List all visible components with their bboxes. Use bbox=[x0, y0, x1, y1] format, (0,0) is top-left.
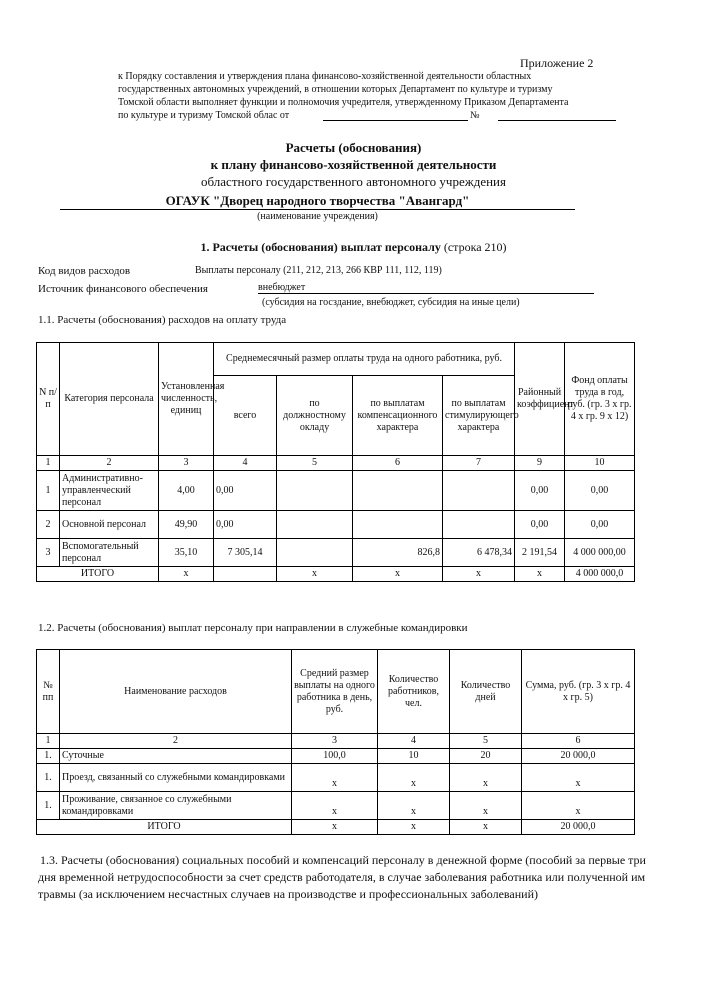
cell-category: Административно-управленческий персонал bbox=[60, 471, 159, 511]
col-num: 6 bbox=[353, 456, 443, 471]
travel-table bbox=[36, 649, 635, 835]
col-num: 10 bbox=[565, 456, 635, 471]
total-comp: х bbox=[353, 567, 443, 582]
cell-stim: 6 478,34 bbox=[443, 539, 515, 567]
header-count: Установленная численность, единиц bbox=[159, 343, 214, 456]
col-num: 2 bbox=[60, 456, 159, 471]
col-num: 4 bbox=[214, 456, 277, 471]
cell-n: 3 bbox=[37, 539, 60, 567]
table-row bbox=[37, 792, 635, 820]
header-salary: по должностному окладу bbox=[277, 376, 353, 456]
header-coef: Районный коэффициент bbox=[515, 343, 565, 456]
cell-days: х bbox=[450, 792, 522, 820]
cell-name: Проезд, связанный со служебными командировками bbox=[60, 764, 292, 792]
cell-count: 4,00 bbox=[159, 471, 214, 511]
total-days: х bbox=[450, 820, 522, 835]
cell-total: 7 305,14 bbox=[214, 539, 277, 567]
cell-stim bbox=[443, 511, 515, 539]
table-row bbox=[37, 471, 635, 511]
cell-stim bbox=[443, 471, 515, 511]
cell-sum: х bbox=[522, 792, 635, 820]
col-num: 3 bbox=[292, 734, 378, 749]
cell-salary bbox=[277, 539, 353, 567]
cell-comp bbox=[353, 511, 443, 539]
cell-count: 49,90 bbox=[159, 511, 214, 539]
appendix-last-line bbox=[118, 109, 658, 122]
appendix-text bbox=[118, 70, 658, 122]
table-row bbox=[37, 511, 635, 539]
appendix-line: к Порядку составления и утверждения плана финансово-хозяйственной деятельности областных bbox=[118, 71, 532, 82]
section12-title: 1.2. Расчеты (обоснования) выплат персоналу при направлении в служебные командировки bbox=[38, 622, 468, 634]
heading-line3: областного государственного автономного учреждения bbox=[201, 174, 506, 189]
table-row bbox=[37, 749, 635, 764]
col-num: 5 bbox=[277, 456, 353, 471]
code-value: Выплаты персоналу (211, 212, 213, 266 КВР 111, 112, 119) bbox=[195, 265, 442, 276]
appendix-line: Томской области выполняет функции и полномочия учредителя, утвержденному Приказом Департамента bbox=[118, 97, 569, 108]
appendix-title: Приложение 2 bbox=[520, 56, 594, 70]
header-n: № пп bbox=[37, 650, 60, 734]
section1-title-bold: 1. Расчеты (обоснования) выплат персоналу bbox=[200, 240, 441, 254]
date-blank-line bbox=[323, 120, 468, 121]
cell-sum: 20 000,0 bbox=[522, 749, 635, 764]
appendix-line: по культуре и туризму Томской облас от bbox=[118, 110, 290, 121]
header-days: Количество дней bbox=[450, 650, 522, 734]
cell-coef: 0,00 bbox=[515, 511, 565, 539]
header-name: Наименование расходов bbox=[60, 650, 292, 734]
section13-text: 1.3. Расчеты (обоснования) социальных пособий и компенсаций персоналу в денежной форме (пособий за первые три дня временной нетрудоспособности за счет средств работодателя, в случае заболевания работника или полученной им травмы (за исключением несчастных случаев на производстве и профессиональных заболеваний) bbox=[38, 853, 646, 901]
cell-n: 1 bbox=[37, 471, 60, 511]
cell-salary bbox=[277, 471, 353, 511]
cell-workers: 10 bbox=[378, 749, 450, 764]
col-num: 5 bbox=[450, 734, 522, 749]
section1-title-rest: (строка 210) bbox=[440, 240, 507, 254]
payroll-table bbox=[36, 342, 635, 582]
cell-name: Суточные bbox=[60, 749, 292, 764]
org-name: ОГАУК "Дворец народного творчества "Авангард" bbox=[60, 193, 575, 210]
appendix-line: государственных автономных учреждений, в отношении которых Департамент по культуре и туризму bbox=[118, 84, 553, 95]
total-total bbox=[214, 567, 277, 582]
cell-avg: х bbox=[292, 792, 378, 820]
cell-category: Вспомогательный персонал bbox=[60, 539, 159, 567]
cell-category: Основной персонал bbox=[60, 511, 159, 539]
header-avg-group: Среднемесячный размер оплаты труда на одного работника, руб. bbox=[214, 343, 515, 376]
cell-avg: 100,0 bbox=[292, 749, 378, 764]
header-avg: Средний размер выплаты на одного работника в день, руб. bbox=[292, 650, 378, 734]
header-sum: Сумма, руб. (гр. 3 х гр. 4 х гр. 5) bbox=[522, 650, 635, 734]
header-workers: Количество работников, чел. bbox=[378, 650, 450, 734]
cell-fund: 4 000 000,00 bbox=[565, 539, 635, 567]
total-label: ИТОГО bbox=[37, 820, 292, 835]
cell-fund: 0,00 bbox=[565, 511, 635, 539]
cell-days: х bbox=[450, 764, 522, 792]
header-fund: Фонд оплаты труда в год, руб. (гр. 3 х гр. 4 х гр. 9 х 12) bbox=[565, 343, 635, 456]
number-sign: № bbox=[470, 110, 480, 121]
total-sum: 20 000,0 bbox=[522, 820, 635, 835]
section11-title: 1.1. Расчеты (обоснования) расходов на оплату труда bbox=[38, 314, 287, 326]
cell-comp: 826,8 bbox=[353, 539, 443, 567]
heading-line2: к плану финансово-хозяйственной деятельности bbox=[210, 157, 497, 172]
table-row bbox=[37, 539, 635, 567]
cell-workers: х bbox=[378, 764, 450, 792]
cell-comp bbox=[353, 471, 443, 511]
org-caption: (наименование учреждения) bbox=[257, 211, 378, 222]
cell-coef: 2 191,54 bbox=[515, 539, 565, 567]
total-row bbox=[37, 820, 635, 835]
total-row bbox=[37, 567, 635, 582]
cell-total: 0,00 bbox=[214, 471, 277, 511]
cell-count: 35,10 bbox=[159, 539, 214, 567]
col-num: 6 bbox=[522, 734, 635, 749]
cell-n: 1. bbox=[37, 792, 60, 820]
source-label: Источник финансового обеспечения bbox=[38, 283, 208, 295]
total-coef: х bbox=[515, 567, 565, 582]
header-n: N п/п bbox=[37, 343, 60, 456]
code-label: Код видов расходов bbox=[38, 265, 131, 277]
col-num: 7 bbox=[443, 456, 515, 471]
total-workers: х bbox=[378, 820, 450, 835]
header-comp: по выплатам компенсационного характера bbox=[353, 376, 443, 456]
cell-n: 1. bbox=[37, 764, 60, 792]
heading-line1: Расчеты (обоснования) bbox=[285, 140, 422, 155]
table-row bbox=[37, 764, 635, 792]
header-category: Категория персонала bbox=[60, 343, 159, 456]
col-num: 2 bbox=[60, 734, 292, 749]
cell-salary bbox=[277, 511, 353, 539]
cell-coef: 0,00 bbox=[515, 471, 565, 511]
cell-sum: х bbox=[522, 764, 635, 792]
total-stim: х bbox=[443, 567, 515, 582]
section1-title bbox=[0, 240, 707, 255]
total-fund: 4 000 000,0 bbox=[565, 567, 635, 582]
cell-n: 1. bbox=[37, 749, 60, 764]
cell-days: 20 bbox=[450, 749, 522, 764]
col-num: 4 bbox=[378, 734, 450, 749]
header-total: всего bbox=[214, 376, 277, 456]
col-num: 3 bbox=[159, 456, 214, 471]
total-count: х bbox=[159, 567, 214, 582]
source-caption: (субсидия на госздание, внебюджет, субсидия на иные цели) bbox=[262, 297, 520, 308]
number-blank-line bbox=[498, 120, 616, 121]
col-num: 1 bbox=[37, 734, 60, 749]
total-label: ИТОГО bbox=[37, 567, 159, 582]
col-num: 1 bbox=[37, 456, 60, 471]
header-stim: по выплатам стимулирующего характера bbox=[443, 376, 515, 456]
cell-n: 2 bbox=[37, 511, 60, 539]
col-num: 9 bbox=[515, 456, 565, 471]
source-value: внебюджет bbox=[258, 282, 594, 294]
total-avg: х bbox=[292, 820, 378, 835]
cell-fund: 0,00 bbox=[565, 471, 635, 511]
cell-name: Проживание, связанное со служебными командировками bbox=[60, 792, 292, 820]
cell-workers: х bbox=[378, 792, 450, 820]
cell-avg: х bbox=[292, 764, 378, 792]
total-salary: х bbox=[277, 567, 353, 582]
cell-total: 0,00 bbox=[214, 511, 277, 539]
